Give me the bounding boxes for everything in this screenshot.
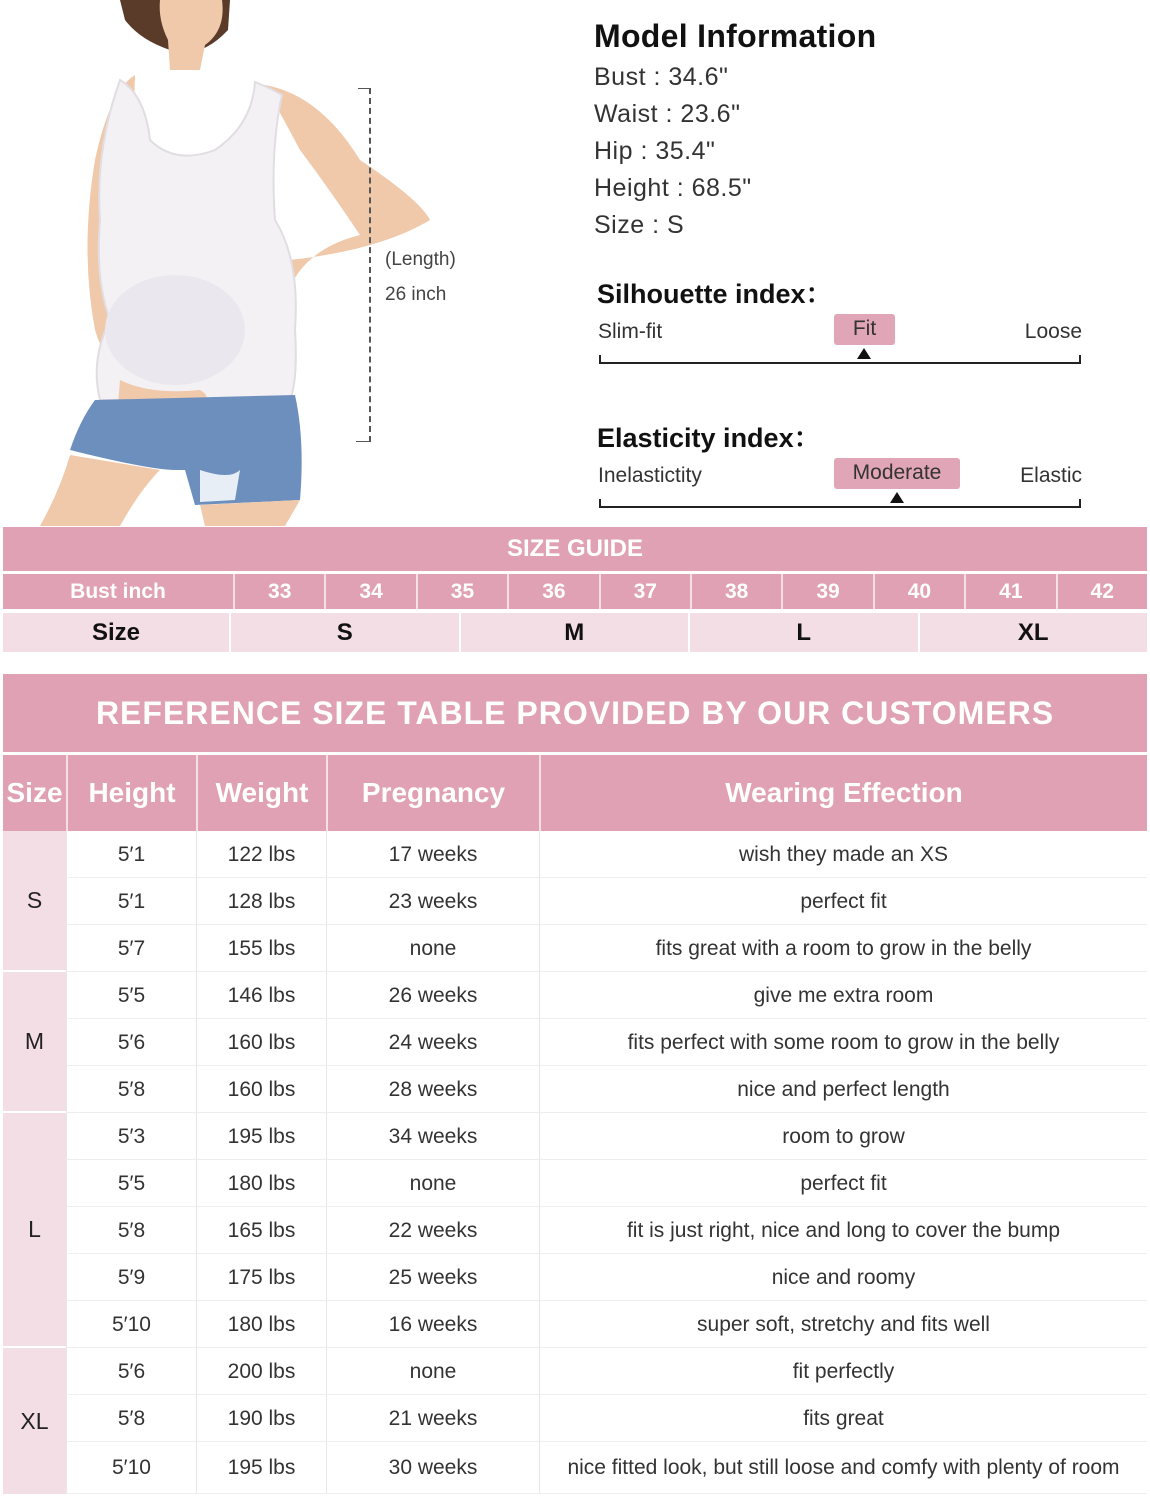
size-label: Size bbox=[91, 619, 141, 646]
cell-weight: 200 lbs bbox=[196, 1348, 326, 1394]
model-photo bbox=[0, 0, 480, 526]
bust-value: 38 bbox=[690, 574, 781, 609]
reference-size-table bbox=[3, 674, 1147, 1496]
cell-weight: 180 lbs bbox=[196, 1160, 326, 1206]
size-guide-title: SIZE GUIDE bbox=[3, 527, 1147, 571]
elasticity-index bbox=[597, 416, 1083, 511]
elasticity-axis bbox=[599, 499, 1081, 508]
cell-effect: fits great bbox=[539, 1395, 1147, 1441]
model-info-size: Size : S bbox=[594, 211, 685, 239]
size-xl: XL bbox=[918, 613, 1148, 652]
cell-height: 5′7 bbox=[66, 925, 196, 971]
cell-weight: 160 lbs bbox=[196, 1066, 326, 1112]
reference-table-title: REFERENCE SIZE TABLE PROVIDED BY OUR CUSTOMERS bbox=[3, 674, 1147, 752]
cell-height: 5′10 bbox=[66, 1301, 196, 1347]
cell-weight: 165 lbs bbox=[196, 1207, 326, 1253]
cell-pregnancy: none bbox=[326, 925, 539, 971]
cell-pregnancy: 17 weeks bbox=[326, 831, 539, 877]
cell-weight: 160 lbs bbox=[196, 1019, 326, 1065]
cell-height: 5′8 bbox=[66, 1066, 196, 1112]
cell-effect: fit perfectly bbox=[539, 1348, 1147, 1394]
length-value: 26 inch bbox=[385, 284, 447, 305]
cell-pregnancy: 24 weeks bbox=[326, 1019, 539, 1065]
bust-value: 39 bbox=[781, 574, 872, 609]
silhouette-index bbox=[597, 272, 1083, 367]
cell-effect: nice and perfect length bbox=[539, 1066, 1147, 1112]
cell-weight: 195 lbs bbox=[196, 1113, 326, 1159]
table-row bbox=[66, 1301, 1147, 1348]
cell-weight: 155 lbs bbox=[196, 925, 326, 971]
size-guide bbox=[3, 527, 1147, 652]
table-row bbox=[66, 1113, 1147, 1160]
length-dashed-line bbox=[369, 88, 371, 442]
cell-height: 5′8 bbox=[66, 1395, 196, 1441]
bust-value: 41 bbox=[964, 574, 1055, 609]
cell-effect: fits great with a room to grow in the belly bbox=[539, 925, 1147, 971]
silhouette-marker: Fit bbox=[834, 314, 895, 345]
cell-height: 5′5 bbox=[66, 1160, 196, 1206]
table-row bbox=[66, 878, 1147, 925]
elasticity-index-title: Elasticity index： bbox=[597, 423, 821, 453]
cell-pregnancy: 26 weeks bbox=[326, 972, 539, 1018]
cell-pregnancy: 34 weeks bbox=[326, 1113, 539, 1159]
size-group-m: M bbox=[3, 972, 66, 1113]
bust-row bbox=[3, 574, 1147, 609]
rows-column bbox=[66, 831, 1147, 1496]
model-info-waist: Waist : 23.6" bbox=[594, 100, 741, 128]
bust-value: 34 bbox=[324, 574, 415, 609]
table-row bbox=[66, 831, 1147, 878]
table-row bbox=[66, 925, 1147, 972]
table-row bbox=[66, 972, 1147, 1019]
cell-effect: give me extra room bbox=[539, 972, 1147, 1018]
reference-table-body bbox=[3, 831, 1147, 1496]
table-row bbox=[66, 1395, 1147, 1442]
cell-height: 5′10 bbox=[66, 1442, 196, 1493]
cell-pregnancy: none bbox=[326, 1348, 539, 1394]
table-row bbox=[66, 1207, 1147, 1254]
length-cap-bottom bbox=[356, 441, 370, 442]
bust-label: Bust inch bbox=[70, 580, 166, 603]
model-info-title: Model Information bbox=[594, 18, 877, 54]
header-height: Height bbox=[66, 755, 196, 831]
cell-effect: nice fitted look, but still loose and comfy with plenty of room bbox=[539, 1442, 1147, 1493]
silhouette-left-label: Slim-fit bbox=[598, 320, 663, 343]
model-info-height: Height : 68.5" bbox=[594, 174, 752, 202]
table-row bbox=[66, 1442, 1147, 1494]
bust-value: 37 bbox=[599, 574, 690, 609]
cell-effect: fit is just right, nice and long to cover the bump bbox=[539, 1207, 1147, 1253]
size-row bbox=[3, 613, 1147, 652]
cell-weight: 180 lbs bbox=[196, 1301, 326, 1347]
cell-weight: 175 lbs bbox=[196, 1254, 326, 1300]
cell-height: 5′6 bbox=[66, 1019, 196, 1065]
cell-weight: 195 lbs bbox=[196, 1442, 326, 1493]
table-row bbox=[66, 1066, 1147, 1113]
table-row bbox=[66, 1348, 1147, 1395]
cell-weight: 122 lbs bbox=[196, 831, 326, 877]
cell-pregnancy: 22 weeks bbox=[326, 1207, 539, 1253]
header-pregnancy: Pregnancy bbox=[326, 755, 539, 831]
bust-value: 36 bbox=[507, 574, 598, 609]
silhouette-axis bbox=[599, 355, 1081, 364]
size-group-l: L bbox=[3, 1113, 66, 1348]
cell-pregnancy: 21 weeks bbox=[326, 1395, 539, 1441]
reference-table-header bbox=[3, 755, 1147, 831]
cell-height: 5′5 bbox=[66, 972, 196, 1018]
model-information bbox=[594, 18, 1114, 240]
cell-weight: 146 lbs bbox=[196, 972, 326, 1018]
silhouette-index-title: Silhouette index： bbox=[597, 279, 833, 309]
size-s: S bbox=[229, 613, 459, 652]
header-size: Size bbox=[6, 777, 63, 808]
model-info-hip: Hip : 35.4" bbox=[594, 137, 716, 165]
size-m: M bbox=[459, 613, 689, 652]
cell-effect: fits perfect with some room to grow in the belly bbox=[539, 1019, 1147, 1065]
cell-height: 5′1 bbox=[66, 831, 196, 877]
cell-effect: wish they made an XS bbox=[539, 831, 1147, 877]
size-group-s: S bbox=[3, 831, 66, 972]
cell-pregnancy: 30 weeks bbox=[326, 1442, 539, 1493]
cell-height: 5′3 bbox=[66, 1113, 196, 1159]
cell-pregnancy: 16 weeks bbox=[326, 1301, 539, 1347]
table-row bbox=[66, 1160, 1147, 1207]
length-cap-top bbox=[358, 88, 370, 89]
bust-value: 42 bbox=[1056, 574, 1147, 609]
table-row bbox=[66, 1019, 1147, 1066]
cell-height: 5′9 bbox=[66, 1254, 196, 1300]
elasticity-right-label: Elastic bbox=[1020, 464, 1082, 487]
cell-effect: nice and roomy bbox=[539, 1254, 1147, 1300]
cell-effect: room to grow bbox=[539, 1113, 1147, 1159]
elasticity-left-label: Inelastictity bbox=[598, 464, 702, 487]
header-wearing-effection: Wearing Effection bbox=[539, 755, 1147, 831]
elasticity-marker: Moderate bbox=[834, 458, 960, 489]
size-group-xl: XL bbox=[3, 1348, 66, 1496]
length-label: (Length) bbox=[385, 249, 456, 270]
silhouette-right-label: Loose bbox=[1024, 320, 1082, 343]
bust-value: 40 bbox=[873, 574, 964, 609]
size-l: L bbox=[688, 613, 918, 652]
size-column bbox=[3, 831, 66, 1496]
bust-value: 33 bbox=[233, 574, 324, 609]
cell-effect: perfect fit bbox=[539, 1160, 1147, 1206]
table-row bbox=[66, 1254, 1147, 1301]
cell-height: 5′8 bbox=[66, 1207, 196, 1253]
cell-weight: 190 lbs bbox=[196, 1395, 326, 1441]
cell-pregnancy: 23 weeks bbox=[326, 878, 539, 924]
cell-height: 5′1 bbox=[66, 878, 196, 924]
cell-weight: 128 lbs bbox=[196, 878, 326, 924]
cell-pregnancy: none bbox=[326, 1160, 539, 1206]
model-info-bust: Bust : 34.6" bbox=[594, 63, 729, 91]
cell-effect: super soft, stretchy and fits well bbox=[539, 1301, 1147, 1347]
cell-height: 5′6 bbox=[66, 1348, 196, 1394]
cell-pregnancy: 25 weeks bbox=[326, 1254, 539, 1300]
cell-effect: perfect fit bbox=[539, 878, 1147, 924]
bust-value: 35 bbox=[416, 574, 507, 609]
cell-pregnancy: 28 weeks bbox=[326, 1066, 539, 1112]
header-weight: Weight bbox=[196, 755, 326, 831]
